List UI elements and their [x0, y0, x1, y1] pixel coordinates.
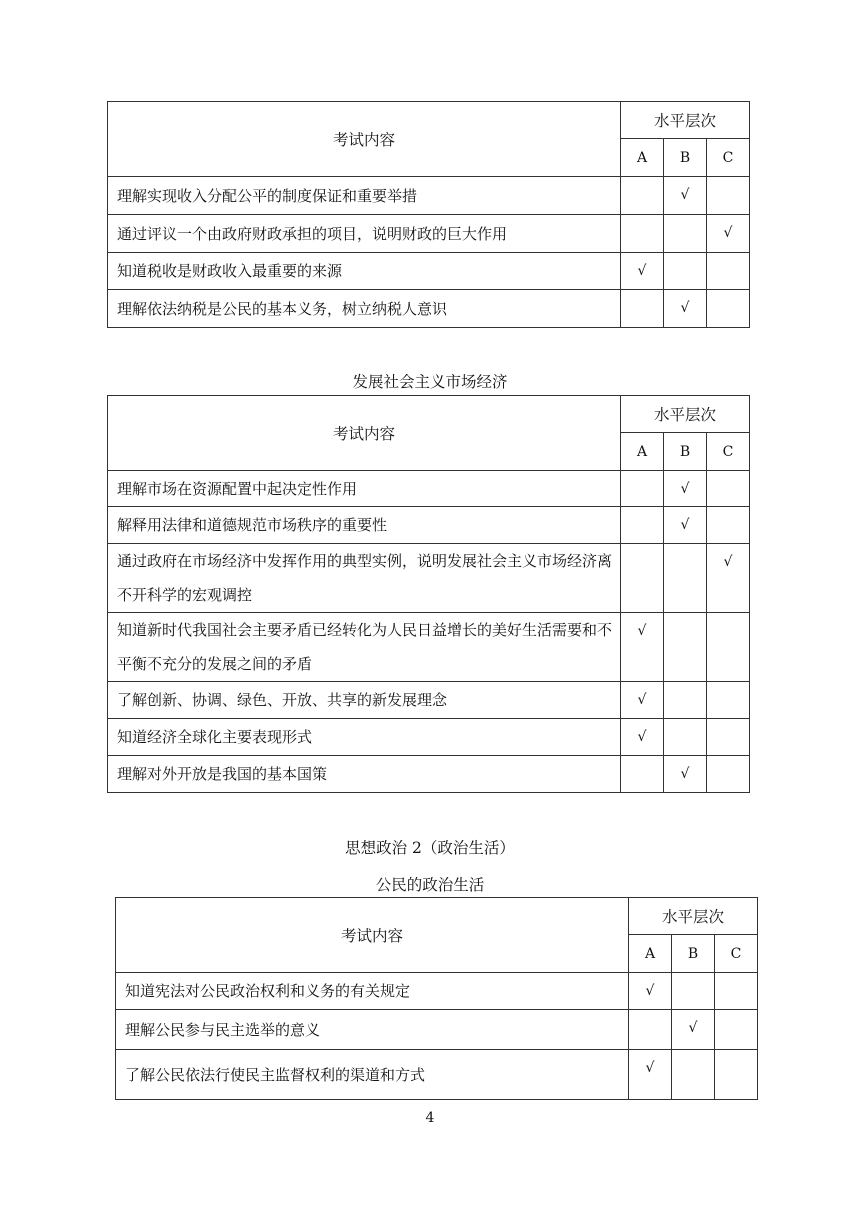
- header-content: 考试内容: [116, 898, 629, 973]
- level-c-cell: [707, 613, 750, 682]
- table-row: [108, 290, 750, 328]
- row-content: 知道经济全球化主要表现形式: [108, 719, 621, 756]
- check-mark: √: [680, 517, 690, 533]
- section-title-political-life: 思想政治 2（政治生活）: [345, 839, 515, 857]
- header-level: 水平层次: [629, 898, 758, 935]
- header-content: 考试内容: [108, 396, 621, 471]
- level-c-cell: [707, 253, 750, 290]
- level-c-cell: [707, 177, 750, 215]
- check-mark: √: [680, 300, 690, 316]
- table-row: [108, 507, 750, 544]
- check-mark: √: [645, 983, 655, 999]
- table-row: [108, 719, 750, 756]
- row-content: 知道宪法对公民政治权利和义务的有关规定: [116, 973, 629, 1010]
- level-c-cell: [715, 1010, 758, 1050]
- header-level: 水平层次: [621, 396, 750, 433]
- level-a-cell: [629, 1010, 672, 1050]
- level-a-cell: [621, 544, 664, 613]
- page-number: 4: [425, 1110, 435, 1126]
- header-level-c: C: [715, 935, 758, 973]
- level-c-cell: [715, 1050, 758, 1100]
- table-market-economy: [107, 395, 750, 793]
- header-level-b: B: [664, 139, 707, 177]
- level-a-cell: [621, 215, 664, 253]
- row-content: 理解市场在资源配置中起决定性作用: [108, 471, 621, 507]
- level-b-cell: [664, 471, 707, 507]
- table-row: [108, 215, 750, 253]
- table-row: [108, 682, 750, 719]
- section-subtitle-citizen-political-life: 公民的政治生活: [375, 876, 485, 894]
- row-content: 理解实现收入分配公平的制度保证和重要举措: [108, 177, 621, 215]
- table-row: [108, 177, 750, 215]
- row-content: 通过政府在市场经济中发挥作用的典型实例，说明发展社会主义市场经济离不开科学的宏观调控: [108, 544, 621, 613]
- header-content: 考试内容: [108, 102, 621, 177]
- level-c-cell: [715, 973, 758, 1010]
- level-b-cell: [664, 507, 707, 544]
- check-mark: √: [637, 263, 647, 279]
- header-level-b: B: [672, 935, 715, 973]
- table-body: [116, 973, 758, 1100]
- level-a-cell: [621, 290, 664, 328]
- level-a-cell: [621, 719, 664, 756]
- check-mark: √: [637, 729, 647, 745]
- level-c-cell: [707, 507, 750, 544]
- row-content: 理解公民参与民主选举的意义: [116, 1010, 629, 1050]
- section-title-market-economy: 发展社会主义市场经济: [352, 373, 508, 391]
- check-mark: √: [637, 623, 647, 639]
- level-a-cell: [621, 177, 664, 215]
- level-c-cell: [707, 544, 750, 613]
- level-b-cell: [672, 1010, 715, 1050]
- level-a-cell: [629, 1050, 672, 1100]
- header-level-a: A: [621, 433, 664, 471]
- level-b-cell: [664, 613, 707, 682]
- level-a-cell: [621, 756, 664, 793]
- level-c-cell: [707, 471, 750, 507]
- level-c-cell: [707, 756, 750, 793]
- table-row: [116, 1010, 758, 1050]
- table-row: [108, 756, 750, 793]
- table-body: [108, 471, 750, 793]
- table-row: [108, 471, 750, 507]
- level-b-cell: [672, 973, 715, 1010]
- table-income-finance: [107, 101, 750, 328]
- check-mark: √: [637, 692, 647, 708]
- table-row: [116, 1050, 758, 1100]
- header-level-a: A: [629, 935, 672, 973]
- level-c-cell: [707, 719, 750, 756]
- level-a-cell: [621, 613, 664, 682]
- level-c-cell: [707, 215, 750, 253]
- table-row: [108, 613, 750, 682]
- level-b-cell: [664, 290, 707, 328]
- header-level-c: C: [707, 433, 750, 471]
- check-mark: √: [680, 481, 690, 497]
- table-body: [108, 177, 750, 328]
- header-level: 水平层次: [621, 102, 750, 139]
- check-mark: √: [645, 1060, 655, 1076]
- level-a-cell: [621, 471, 664, 507]
- level-b-cell: [664, 682, 707, 719]
- check-mark: √: [723, 225, 733, 241]
- level-b-cell: [664, 215, 707, 253]
- level-c-cell: [707, 290, 750, 328]
- level-b-cell: [664, 756, 707, 793]
- row-content: 了解公民依法行使民主监督权利的渠道和方式: [116, 1050, 629, 1100]
- check-mark: √: [723, 554, 733, 570]
- table-row: [116, 973, 758, 1010]
- level-b-cell: [664, 253, 707, 290]
- level-a-cell: [621, 682, 664, 719]
- row-content: 理解对外开放是我国的基本国策: [108, 756, 621, 793]
- check-mark: √: [680, 766, 690, 782]
- header-level-a: A: [621, 139, 664, 177]
- row-content: 通过评议一个由政府财政承担的项目，说明财政的巨大作用: [108, 215, 621, 253]
- row-content: 知道税收是财政收入最重要的来源: [108, 253, 621, 290]
- row-content: 理解依法纳税是公民的基本义务，树立纳税人意识: [108, 290, 621, 328]
- row-content: 了解创新、协调、绿色、开放、共享的新发展理念: [108, 682, 621, 719]
- table-citizen-political-life: [115, 897, 758, 1100]
- level-b-cell: [672, 1050, 715, 1100]
- header-level-b: B: [664, 433, 707, 471]
- row-content: 解释用法律和道德规范市场秩序的重要性: [108, 507, 621, 544]
- table-row: [108, 544, 750, 613]
- level-a-cell: [629, 973, 672, 1010]
- level-b-cell: [664, 177, 707, 215]
- check-mark: √: [688, 1020, 698, 1036]
- header-level-c: C: [707, 139, 750, 177]
- table-row: [108, 253, 750, 290]
- level-a-cell: [621, 253, 664, 290]
- level-b-cell: [664, 719, 707, 756]
- row-content: 知道新时代我国社会主要矛盾已经转化为人民日益增长的美好生活需要和不平衡不充分的发展之间的矛盾: [108, 613, 621, 682]
- level-b-cell: [664, 544, 707, 613]
- level-c-cell: [707, 682, 750, 719]
- check-mark: √: [680, 187, 690, 203]
- level-a-cell: [621, 507, 664, 544]
